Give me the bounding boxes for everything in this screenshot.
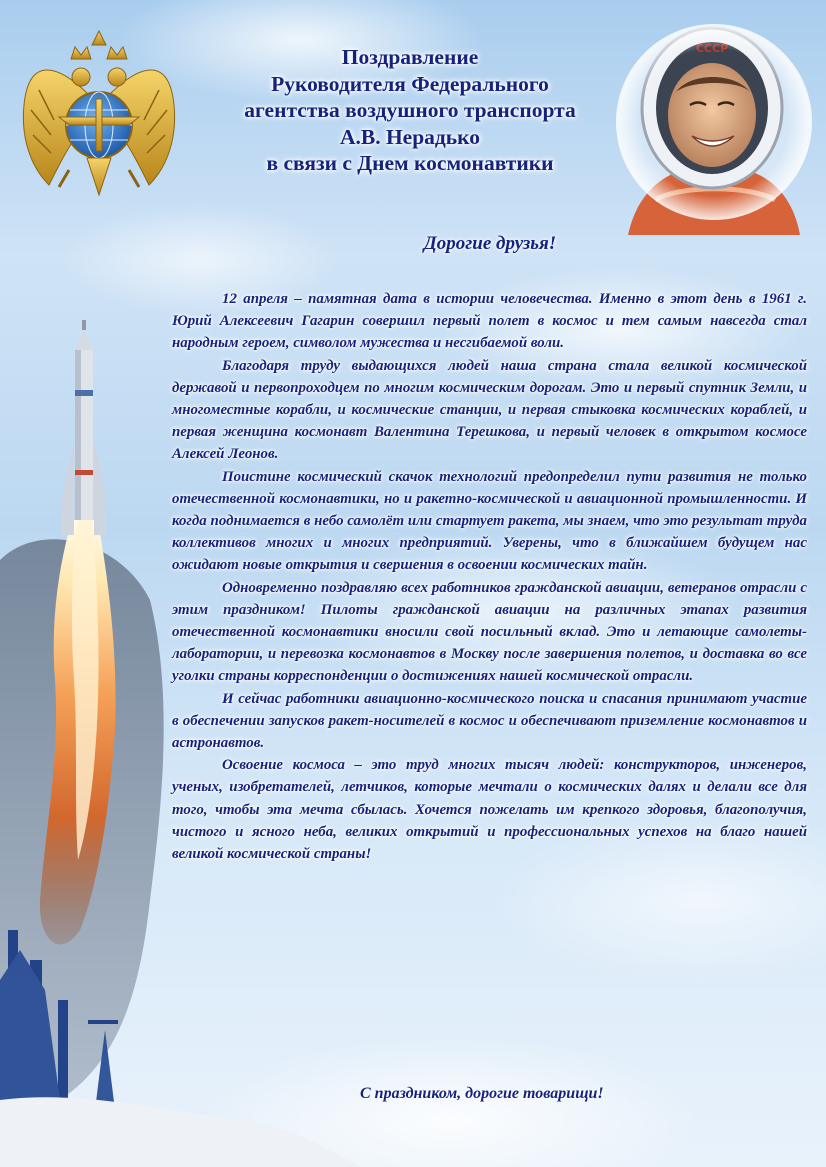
double-headed-eagle-emblem-icon <box>23 31 174 195</box>
greeting: Дорогие друзья! <box>423 233 557 254</box>
header-line-2: Руководителя Федерального <box>271 71 549 96</box>
header-line-5: в связи с Днем космонавтики <box>266 151 554 175</box>
header-line-3: агентства воздушного транспорта <box>244 98 576 122</box>
header-line-1: Поздравление <box>341 45 479 69</box>
paragraph-6: Освоение космоса – это труд многих тысяч людей: конструкторов, инженеров, ученых, изобретателей, летчиков, которые мечтали о космических далях и делали все для того, чтобы эта мечта сбылась. Хочется пожелать им крепкого здоровья, благополучия, чистого и ясного неба, великих открытий и профессиональных успехов на благо нашей великой космической страны! <box>172 757 807 863</box>
letter-body <box>172 288 807 865</box>
paragraph-3: Поистине космический скачок технологий предопределил пути развития не только отечественной космонавтики, но и ракетно-космической и авиационной промышленности. И когда поднимается в небо самолёт или стартует ракета, мы знаем, что это результат труда коллективов многих и многих предприятий. Уверены, что в ближайшем будущем нас ожидают новые открытия и свершения в освоении космических тайн. <box>172 468 807 574</box>
closing-line: С праздником, дорогие товарищи! <box>360 1085 604 1102</box>
paragraph-5: И сейчас работники авиационно-космического поиска и спасания принимают участие в обеспечении запусков ракет-носителей в космос и обеспечивают приземление космонавтов и астронавтов. <box>172 690 807 752</box>
paragraph-1: 12 апреля – памятная дата в истории человечества. Именно в этот день в 1961 г. Юрий Алексеевич Гагарин совершил первый полет в космос и тем самым навсегда стал народным героем, символом мужества и несгибаемой воли. <box>172 291 807 352</box>
cosmonaut-portrait <box>616 24 812 235</box>
header-line-4: А.В. Нерадько <box>339 124 481 149</box>
paragraph-4: Одновременно поздравляю всех работников гражданской авиации, ветеранов отрасли с этим праздником! Пилоты гражданской авиации на различных этапах развития отечественной космонавтики вносили свой посильный вклад. Это и летающие самолеты-лаборатории, и перевозка космонавтов в Москву после завершения полетов, и доставка во все уголки страны корреспонденции о достижениях нашей космической отрасли. <box>172 579 807 685</box>
paragraph-2: Благодаря труду выдающихся людей наша страна стала великой космической державой и первопроходцем по многим космическим дорогам. Это и первый спутник Земли, и многоместные корабли, и космические станции, и первая стыковка космических кораблей, и первая женщина космонавт Валентина Терешкова, и первый человек в открытом космосе Алексей Леонов. <box>172 357 807 463</box>
letter-header <box>200 44 620 177</box>
